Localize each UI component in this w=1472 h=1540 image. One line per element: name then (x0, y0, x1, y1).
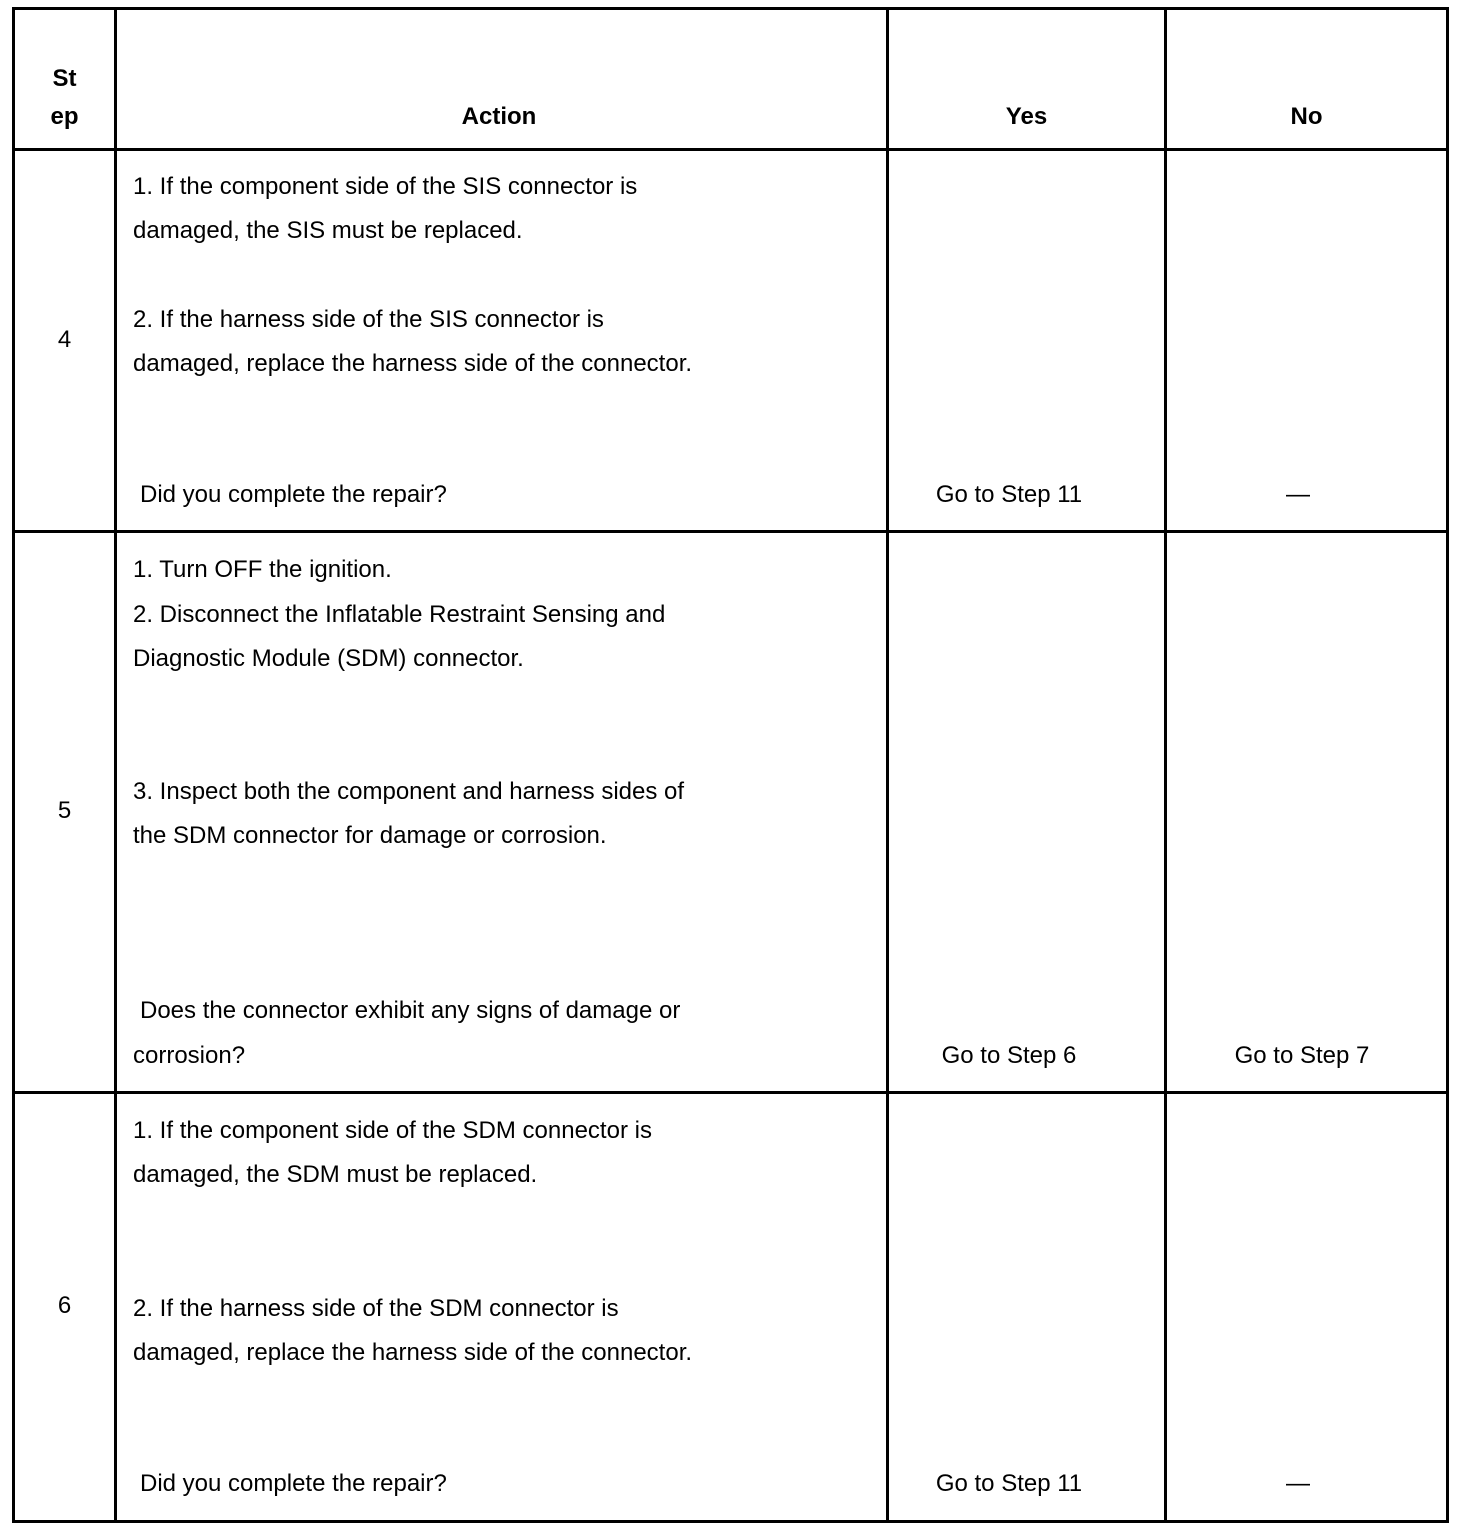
yes-outcome: Go to Step 6 (941, 1042, 1077, 1069)
no-outcome: Go to Step 7 (1234, 1042, 1370, 1069)
row-divider (12, 530, 1449, 533)
action-line: 1. Turn OFF the ignition. (133, 556, 392, 583)
table-border-bottom (12, 1520, 1449, 1523)
action-line: damaged, replace the harness side of the connector. (133, 350, 693, 377)
action-line: damaged, the SIS must be replaced. (133, 217, 523, 244)
action-question: Does the connector exhibit any signs of damage or (140, 997, 681, 1024)
header-divider (12, 148, 1449, 151)
step-number: 4 (57, 326, 72, 353)
action-line: 1. If the component side of the SIS connector is (133, 173, 638, 200)
action-line: damaged, the SDM must be replaced. (133, 1161, 538, 1188)
table-border-right (1446, 7, 1449, 1523)
action-line: 1. If the component side of the SDM connector is (133, 1117, 652, 1144)
header-yes: Yes (1005, 103, 1048, 130)
action-line: 2. Disconnect the Inflatable Restraint Sensing and (133, 601, 666, 628)
action-line: Diagnostic Module (SDM) connector. (133, 645, 524, 672)
column-divider (114, 7, 117, 1523)
yes-outcome: Go to Step 11 (935, 1470, 1083, 1497)
column-divider (1164, 7, 1167, 1523)
header-action: Action (461, 103, 537, 130)
diagnostic-table (12, 7, 1449, 1524)
action-line: damaged, replace the harness side of the connector. (133, 1339, 693, 1366)
yes-outcome: Go to Step 11 (935, 481, 1083, 508)
no-outcome: — (1286, 1470, 1310, 1497)
header-step-line1: St (52, 65, 77, 92)
header-step-line2: ep (50, 103, 79, 130)
row-divider (12, 1091, 1449, 1094)
table-border-top (12, 7, 1449, 10)
header-no: No (1290, 103, 1323, 130)
step-number: 5 (57, 797, 72, 824)
action-question: corrosion? (133, 1042, 246, 1069)
action-line: 2. If the harness side of the SDM connector is (133, 1295, 619, 1322)
action-line: 2. If the harness side of the SIS connector is (133, 306, 604, 333)
column-divider (886, 7, 889, 1523)
action-line: the SDM connector for damage or corrosion. (133, 822, 607, 849)
action-question: Did you complete the repair? (140, 481, 447, 508)
action-line: 3. Inspect both the component and harness sides of (133, 778, 685, 805)
action-question: Did you complete the repair? (140, 1470, 447, 1497)
no-outcome: — (1286, 481, 1310, 508)
step-number: 6 (57, 1292, 72, 1319)
